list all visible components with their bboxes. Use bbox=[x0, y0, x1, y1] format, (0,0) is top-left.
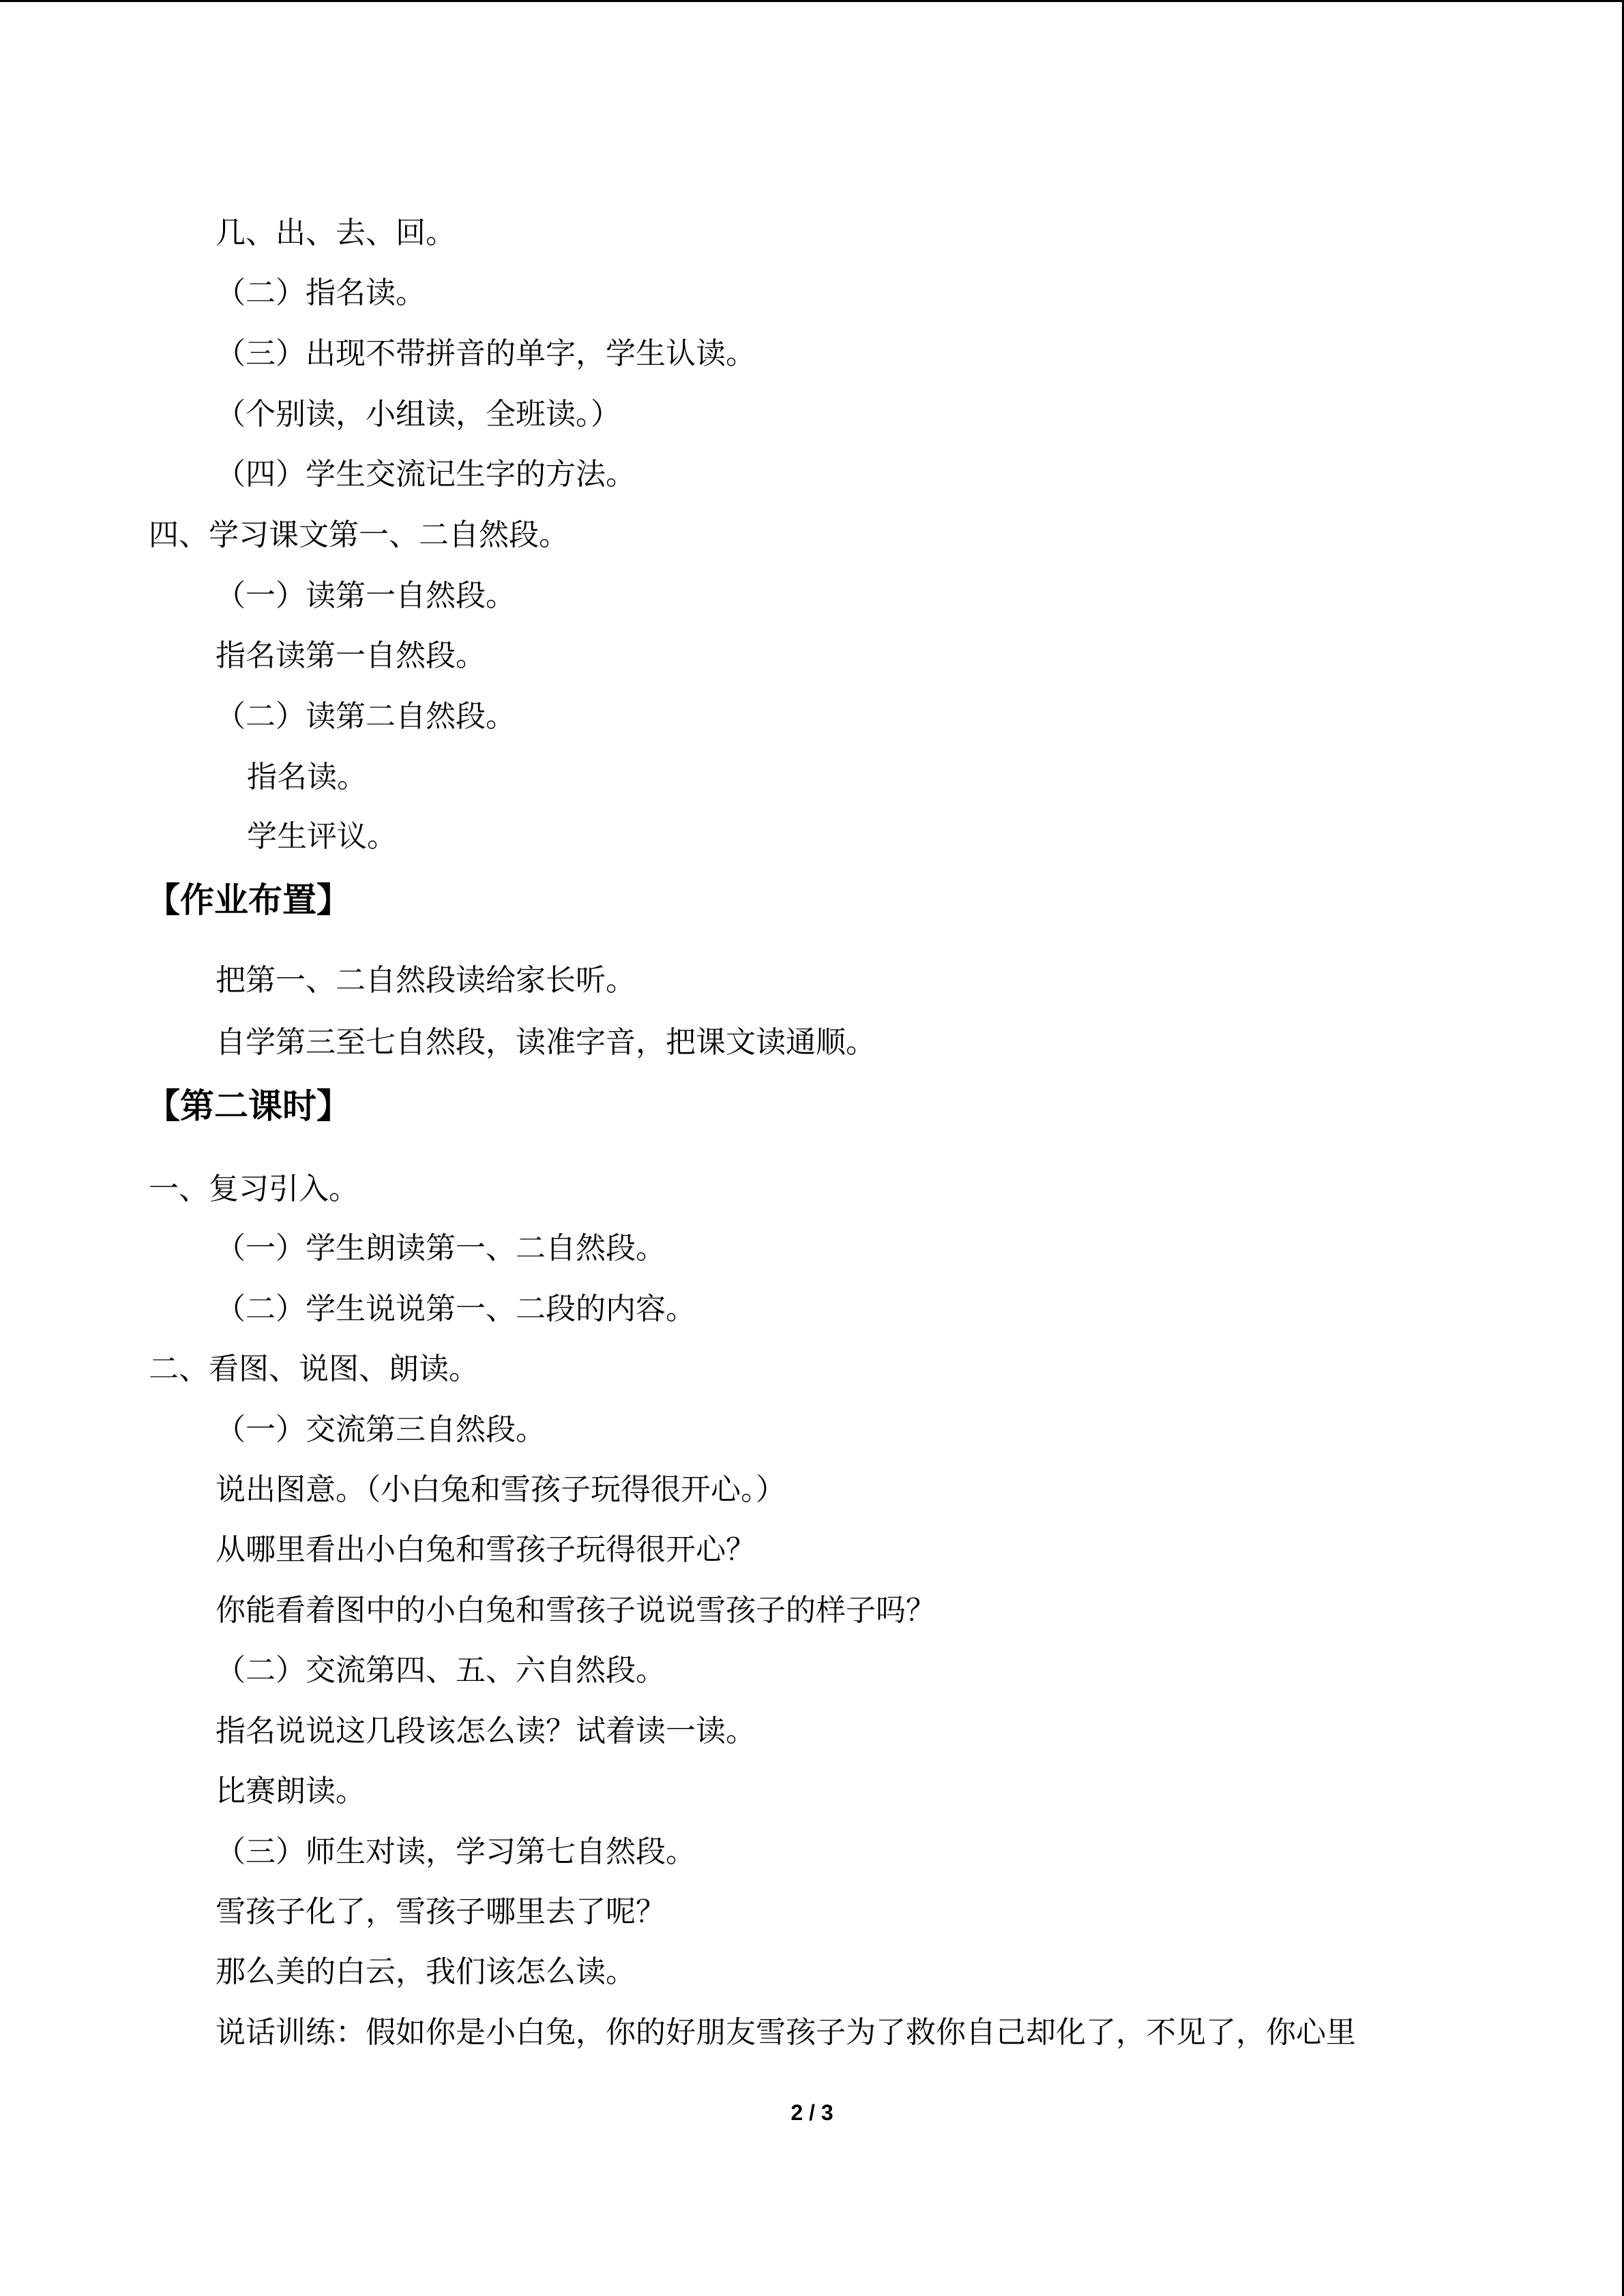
text-line: （二）读第二自然段。 bbox=[216, 699, 516, 734]
second-lesson-heading: 【第二课时】 bbox=[146, 1086, 351, 1126]
text-line: 说话训练：假如你是小白兔，你的好朋友雪孩子为了救你自己却化了，不见了，你心里 bbox=[216, 2015, 1356, 2050]
text-line: （一）学生朗读第一、二自然段。 bbox=[216, 1231, 666, 1266]
text-line: 指名读。 bbox=[247, 760, 367, 794]
text-line: （一）交流第三自然段。 bbox=[216, 1412, 546, 1447]
text-line: 你能看着图中的小白兔和雪孩子说说雪孩子的样子吗？ bbox=[216, 1593, 936, 1628]
section-heading: 二、看图、说图、朗读。 bbox=[149, 1352, 479, 1386]
text-line: 指名说说这几段该怎么读？试着读一读。 bbox=[216, 1714, 756, 1748]
text-line: （二）学生说说第一、二段的内容。 bbox=[216, 1292, 696, 1326]
text-line: 从哪里看出小白兔和雪孩子玩得很开心？ bbox=[216, 1532, 756, 1567]
text-line: （四）学生交流记生字的方法。 bbox=[216, 457, 636, 492]
text-line: （个别读，小组读，全班读。） bbox=[216, 397, 621, 432]
text-line: （二）交流第四、五、六自然段。 bbox=[216, 1653, 666, 1688]
text-line: 比赛朗读。 bbox=[216, 1774, 366, 1808]
text-line: 学生评议。 bbox=[247, 819, 397, 854]
text-line: 指名读第一自然段。 bbox=[216, 638, 486, 673]
page-number: 2 / 3 bbox=[791, 2100, 833, 2125]
text-line: （三）出现不带拼音的单字，学生认读。 bbox=[216, 336, 756, 371]
text-line: 把第一、二自然段读给家长听。 bbox=[216, 963, 636, 998]
text-line: 自学第三至七自然段，读准字音，把课文读通顺。 bbox=[216, 1025, 876, 1060]
text-line: 几、出、去、回。 bbox=[216, 215, 456, 250]
text-line: 那么美的白云，我们该怎么读。 bbox=[216, 1954, 636, 1989]
text-line: 雪孩子化了，雪孩子哪里去了呢？ bbox=[216, 1894, 666, 1929]
section-heading: 四、学习课文第一、二自然段。 bbox=[149, 518, 569, 552]
text-line: （一）读第一自然段。 bbox=[216, 578, 516, 613]
text-line: （三）师生对读，学习第七自然段。 bbox=[216, 1834, 696, 1869]
homework-heading: 【作业布置】 bbox=[146, 880, 351, 920]
text-line: （二）指名读。 bbox=[216, 275, 426, 310]
text-line: 说出图意。（小白兔和雪孩子玩得很开心。） bbox=[216, 1472, 786, 1507]
section-heading: 一、复习引入。 bbox=[149, 1172, 359, 1206]
